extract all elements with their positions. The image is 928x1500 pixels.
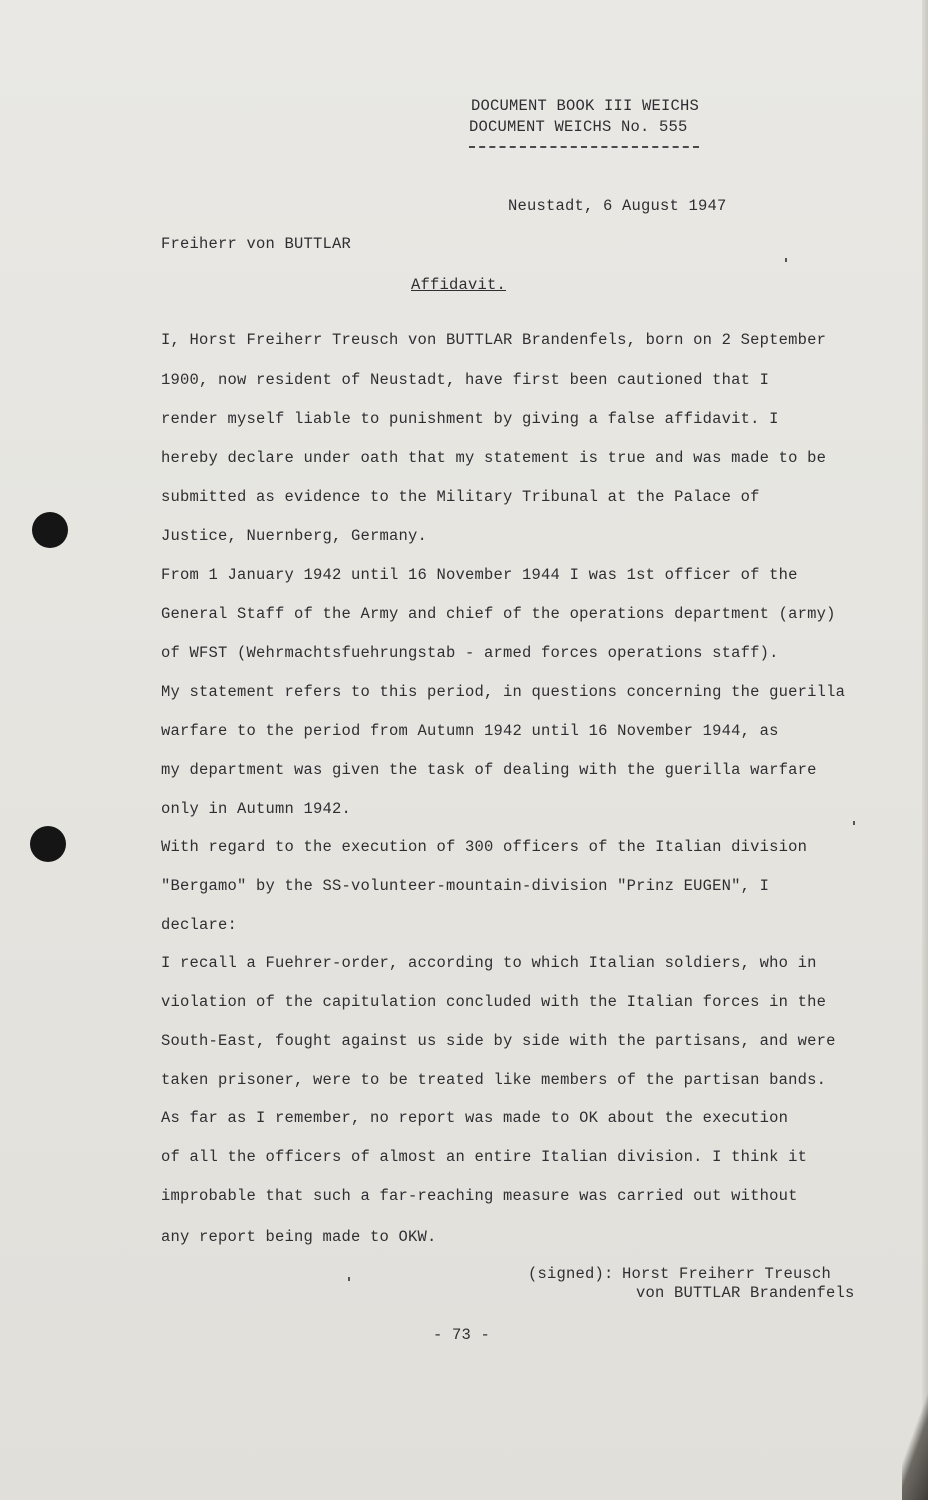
dateline: Neustadt, 6 August 1947 <box>508 197 727 215</box>
document-number-header: DOCUMENT WEICHS No. 555 <box>469 118 688 136</box>
body-line: improbable that such a far-reaching measure was carried out without <box>161 1187 798 1205</box>
body-line: warfare to the period from Autumn 1942 until 16 November 1944, as <box>161 722 779 740</box>
body-line: violation of the capitulation concluded with the Italian forces in the <box>161 993 827 1011</box>
body-line: of WFST (Wehrmachtsfuehrungstab - armed forces operations staff). <box>161 644 779 662</box>
body-line: My statement refers to this period, in questions concerning the guerilla <box>161 683 846 701</box>
ink-speck <box>348 1277 350 1281</box>
signature-name-line1: Horst Freiherr Treusch <box>622 1265 832 1283</box>
punch-hole-bottom <box>30 826 66 862</box>
body-line: declare: <box>161 916 238 934</box>
body-line: From 1 January 1942 until 16 November 1944 I was 1st officer of the <box>161 566 798 584</box>
body-line: my department was given the task of dealing with the guerilla warfare <box>161 761 817 779</box>
ink-speck <box>853 821 855 825</box>
body-line: of all the officers of almost an entire Italian division. I think it <box>161 1148 808 1166</box>
body-line: 1900, now resident of Neustadt, have first been cautioned that I <box>161 371 770 389</box>
header-dashed-rule <box>469 146 699 148</box>
body-line: I, Horst Freiherr Treusch von BUTTLAR Brandenfels, born on 2 September <box>161 331 827 349</box>
body-line: General Staff of the Army and chief of the operations department (army) <box>161 605 836 623</box>
body-line: South-East, fought against us side by side with the partisans, and were <box>161 1032 836 1050</box>
body-line: hereby declare under oath that my statement is true and was made to be <box>161 449 827 467</box>
body-line: "Bergamo" by the SS-volunteer-mountain-division "Prinz EUGEN", I <box>161 877 770 895</box>
body-line: I recall a Fuehrer-order, according to which Italian soldiers, who in <box>161 954 817 972</box>
ink-speck <box>785 258 787 262</box>
punch-hole-top <box>32 512 68 548</box>
body-line: With regard to the execution of 300 officers of the Italian division <box>161 838 808 856</box>
signature-label: (signed): <box>528 1265 614 1283</box>
body-line: render myself liable to punishment by giving a false affidavit. I <box>161 410 779 428</box>
document-book-header: DOCUMENT BOOK III WEICHS <box>471 97 700 115</box>
signature-name-line2: von BUTTLAR Brandenfels <box>636 1284 855 1302</box>
body-line: only in Autumn 1942. <box>161 800 352 818</box>
body-line: As far as I remember, no report was made to OK about the execution <box>161 1109 789 1127</box>
addressee: Freiherr von BUTTLAR <box>161 235 352 253</box>
body-line: submitted as evidence to the Military Tribunal at the Palace of <box>161 488 760 506</box>
document-title: Affidavit. <box>411 276 507 294</box>
body-line: any report being made to OKW. <box>161 1228 437 1246</box>
page-corner-fold <box>902 1390 928 1500</box>
page-number: - 73 - <box>433 1326 491 1344</box>
body-line: Justice, Nuernberg, Germany. <box>161 527 428 545</box>
page-edge-shadow <box>922 0 928 1500</box>
body-line: taken prisoner, were to be treated like members of the partisan bands. <box>161 1071 827 1089</box>
